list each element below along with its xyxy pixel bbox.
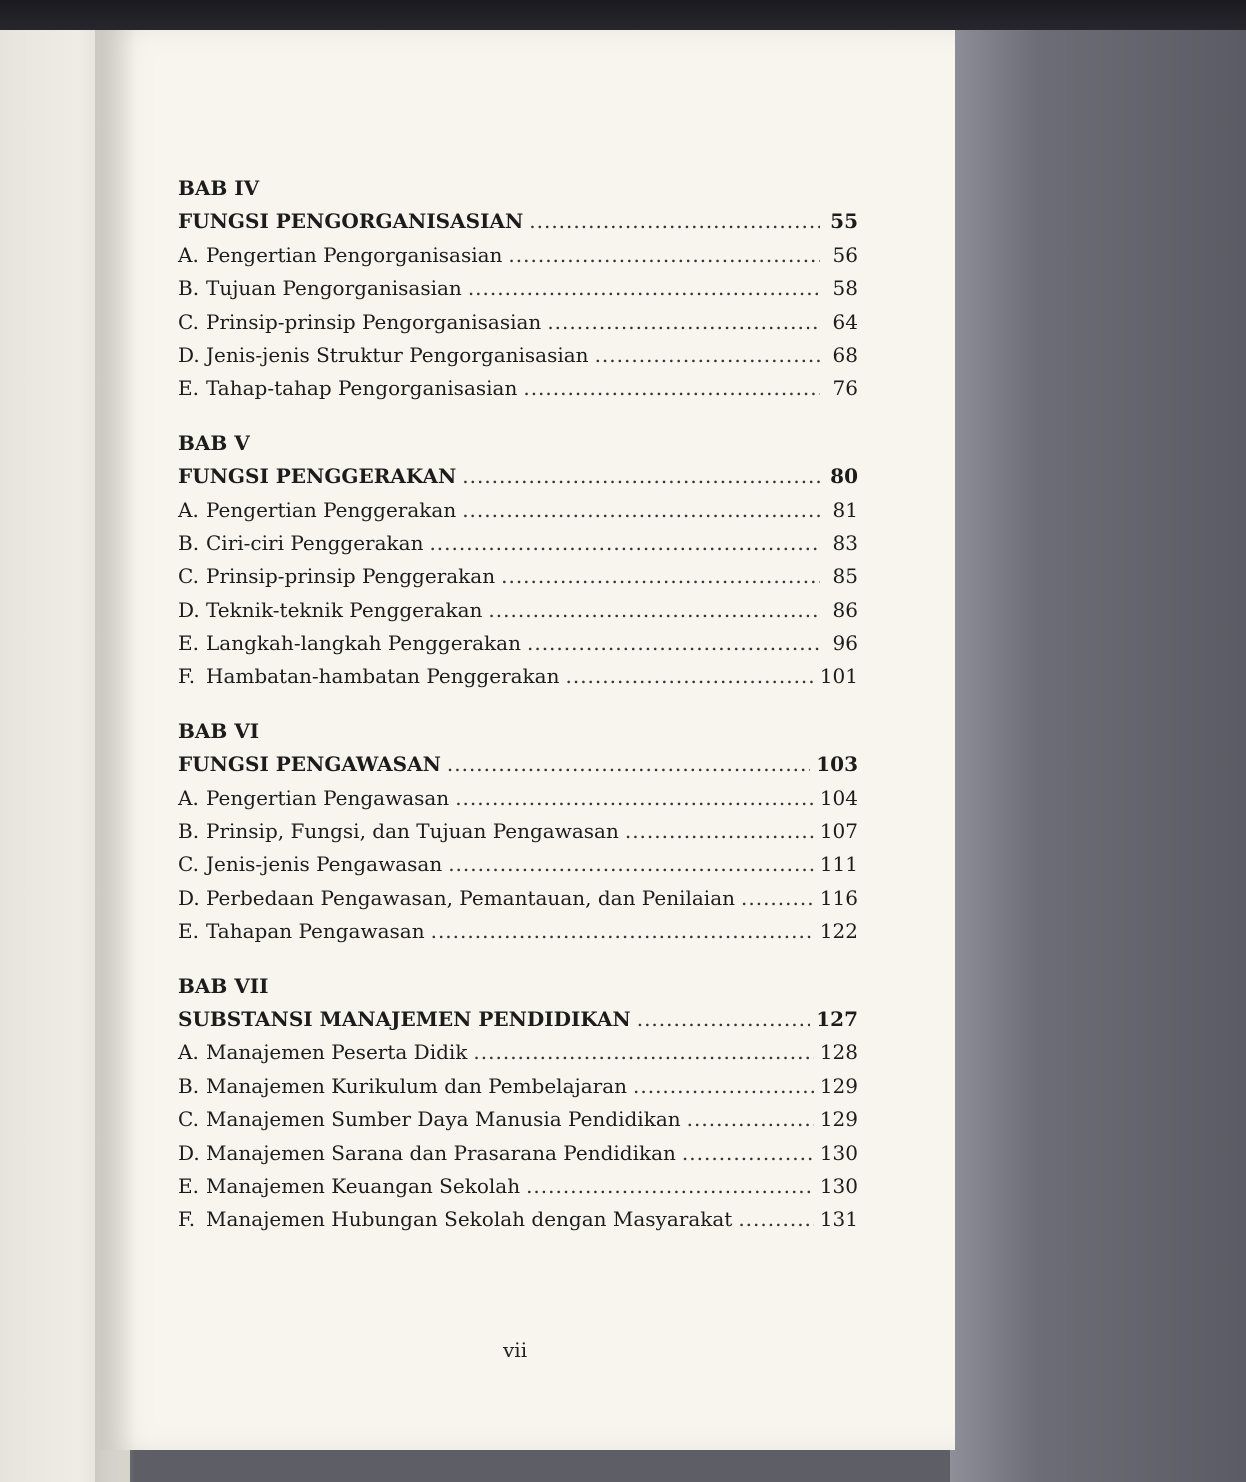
entry-page-number: 101 [819, 664, 858, 689]
entry-label [178, 527, 423, 560]
entry-text: Prinsip-prinsip Pengorganisasian [206, 309, 542, 334]
dot-leader [529, 205, 820, 238]
dot-leader [468, 272, 820, 305]
entry-letter: D. [178, 342, 200, 367]
entry-text: Pengertian Pengorganisasian [206, 242, 503, 267]
dot-leader [429, 527, 820, 560]
dot-leader [547, 306, 820, 339]
entry-page-number: 56 [832, 242, 858, 267]
toc-entry [178, 782, 858, 815]
entry-text: Pengertian Pengawasan [206, 785, 450, 810]
chapter-page-number: 103 [816, 752, 858, 777]
entry-page-number: 83 [832, 530, 858, 555]
dot-leader [687, 1103, 814, 1136]
entry-label [178, 882, 735, 915]
entry-letter: B. [178, 1073, 200, 1098]
entry-text: Manajemen Peserta Didik [206, 1040, 468, 1065]
entry-letter: A. [178, 242, 199, 267]
entry-letter: A. [178, 1040, 199, 1065]
entry-letter: B. [178, 276, 200, 301]
entry-label [178, 1170, 520, 1203]
entry-label [178, 1103, 681, 1136]
entry-letter: C. [178, 309, 199, 334]
toc-entry [178, 1137, 858, 1170]
entry-page-number: 107 [819, 819, 858, 844]
entry-page-number: 96 [832, 631, 858, 656]
entry-letter: E. [178, 919, 199, 944]
entry-text: Jenis-jenis Pengawasan [206, 852, 443, 877]
toc-entry [178, 239, 858, 272]
toc-entry [178, 627, 858, 660]
entry-letter: E. [178, 1173, 199, 1198]
dot-leader [462, 494, 820, 527]
chapter-section [178, 427, 858, 694]
entry-letter: E. [178, 376, 199, 401]
entry-page-number: 64 [832, 309, 858, 334]
chapter-number: BAB IV [178, 176, 260, 200]
chapter-title-row [178, 205, 858, 238]
chapter-number: BAB V [178, 430, 250, 455]
toc-entry [178, 306, 858, 339]
chapter-page-number: 80 [830, 464, 858, 489]
dot-leader [508, 239, 820, 272]
dot-leader [473, 1036, 813, 1069]
chapter-title: FUNGSI PENGGERAKAN [178, 464, 457, 489]
entry-label [178, 915, 425, 948]
entry-label [178, 1203, 732, 1236]
toc-entry [178, 272, 858, 305]
entry-label [178, 1137, 676, 1170]
dot-leader [682, 1137, 814, 1170]
entry-page-number: 111 [819, 852, 858, 877]
toc-entry [178, 339, 858, 372]
toc-entry [178, 1203, 858, 1236]
dot-leader [501, 560, 820, 593]
entry-text: Manajemen Keuangan Sekolah [206, 1173, 521, 1198]
entry-label [178, 560, 495, 593]
entry-page-number: 81 [832, 497, 858, 522]
toc-entry [178, 882, 858, 915]
toc-entry [178, 1103, 858, 1136]
entry-letter: D. [178, 885, 200, 910]
entry-text: Tujuan Pengorganisasian [206, 276, 462, 301]
toc-entry [178, 915, 858, 948]
chapter-number: BAB VI [178, 718, 260, 743]
chapter-title-row [178, 460, 858, 493]
chapter-section [178, 715, 858, 949]
chapter-section [178, 172, 858, 406]
dot-leader [741, 882, 814, 915]
entry-text: Tahap-tahap Pengorganisasian [206, 376, 518, 401]
toc-entry [178, 372, 858, 405]
entry-page-number: 58 [832, 276, 858, 301]
toc-entry [178, 594, 858, 627]
chapter-title: FUNGSI PENGORGANISASIAN [178, 209, 524, 234]
chapter-section [178, 970, 858, 1237]
dot-leader [595, 339, 820, 372]
entry-page-number: 128 [819, 1040, 858, 1065]
entry-page-number: 85 [832, 564, 858, 589]
entry-page-number: 68 [832, 342, 858, 367]
entry-letter: F. [178, 664, 196, 689]
entry-text: Langkah-langkah Penggerakan [206, 631, 521, 656]
dot-leader [488, 594, 820, 627]
entry-label [178, 594, 482, 627]
toc-entry [178, 560, 858, 593]
entry-text: Jenis-jenis Struktur Pengorganisasian [206, 342, 589, 367]
entry-text: Manajemen Hubungan Sekolah dengan Masyarakat [206, 1207, 733, 1232]
entry-label [178, 272, 462, 305]
chapter-page-number: 127 [816, 1006, 858, 1031]
entry-page-number: 130 [819, 1140, 858, 1165]
toc-entry [178, 848, 858, 881]
dot-leader [633, 1070, 814, 1103]
chapter-title: SUBSTANSI MANAJEMEN PENDIDIKAN [178, 1006, 631, 1031]
dot-leader [527, 627, 820, 660]
dot-leader [526, 1170, 814, 1203]
chapter-title: FUNGSI PENGAWASAN [178, 752, 441, 777]
dot-leader [637, 1003, 811, 1036]
entry-text: Perbedaan Pengawasan, Pemantauan, dan Penilaian [206, 885, 735, 910]
entry-label [178, 339, 589, 372]
book-edge-shadow [950, 30, 1246, 1482]
entry-label [178, 660, 559, 693]
entry-text: Prinsip, Fungsi, dan Tujuan Pengawasan [206, 819, 619, 844]
toc-entry [178, 1170, 858, 1203]
page-gutter [95, 30, 135, 1482]
dot-leader [625, 815, 814, 848]
entry-letter: C. [178, 852, 199, 877]
entry-label [178, 494, 456, 527]
entry-page-number: 86 [832, 597, 858, 622]
entry-label [178, 815, 619, 848]
entry-letter: B. [178, 530, 200, 555]
entry-label [178, 848, 442, 881]
toc-entry [178, 494, 858, 527]
entry-text: Teknik-teknik Penggerakan [206, 597, 483, 622]
toc-entry [178, 815, 858, 848]
toc-entry [178, 1036, 858, 1069]
table-of-contents [178, 172, 858, 1258]
entry-letter: F. [178, 1207, 196, 1232]
entry-text: Pengertian Penggerakan [206, 497, 457, 522]
entry-page-number: 122 [819, 919, 858, 944]
entry-letter: D. [178, 597, 200, 622]
entry-page-number: 104 [819, 785, 858, 810]
toc-entry [178, 1070, 858, 1103]
entry-page-number: 76 [832, 376, 858, 401]
chapter-number: BAB VII [178, 973, 269, 998]
dot-leader [455, 782, 814, 815]
entry-label [178, 1070, 627, 1103]
chapter-page-number: 55 [830, 209, 858, 234]
entry-label [178, 627, 521, 660]
entry-label [178, 782, 449, 815]
entry-page-number: 116 [819, 885, 858, 910]
entry-text: Manajemen Sumber Daya Manusia Pendidikan [206, 1107, 681, 1132]
entry-page-number: 131 [819, 1207, 858, 1232]
entry-text: Manajemen Sarana dan Prasarana Pendidikan [206, 1140, 676, 1165]
page-number: vii [503, 1338, 528, 1362]
dot-leader [447, 748, 810, 781]
entry-letter: E. [178, 631, 199, 656]
chapter-title-row [178, 748, 858, 781]
dot-leader [462, 460, 820, 493]
entry-page-number: 129 [819, 1073, 858, 1098]
entry-letter: A. [178, 497, 199, 522]
entry-letter: C. [178, 564, 199, 589]
chapter-title-row [178, 1003, 858, 1036]
entry-label [178, 239, 502, 272]
entry-text: Hambatan-hambatan Penggerakan [206, 664, 560, 689]
entry-text: Ciri-ciri Penggerakan [206, 530, 424, 555]
entry-letter: C. [178, 1107, 199, 1132]
dot-leader [565, 660, 813, 693]
entry-text: Tahapan Pengawasan [206, 919, 425, 944]
entry-label [178, 1036, 467, 1069]
entry-letter: A. [178, 785, 199, 810]
dot-leader [431, 915, 814, 948]
dot-leader [738, 1203, 813, 1236]
entry-letter: D. [178, 1140, 200, 1165]
entry-text: Prinsip-prinsip Penggerakan [206, 564, 496, 589]
entry-page-number: 129 [819, 1107, 858, 1132]
toc-entry [178, 660, 858, 693]
entry-label [178, 372, 517, 405]
entry-text: Manajemen Kurikulum dan Pembelajaran [206, 1073, 627, 1098]
entry-page-number: 130 [819, 1173, 858, 1198]
toc-entry [178, 527, 858, 560]
dot-leader [523, 372, 820, 405]
dot-leader [448, 848, 814, 881]
entry-letter: B. [178, 819, 200, 844]
entry-label [178, 306, 541, 339]
